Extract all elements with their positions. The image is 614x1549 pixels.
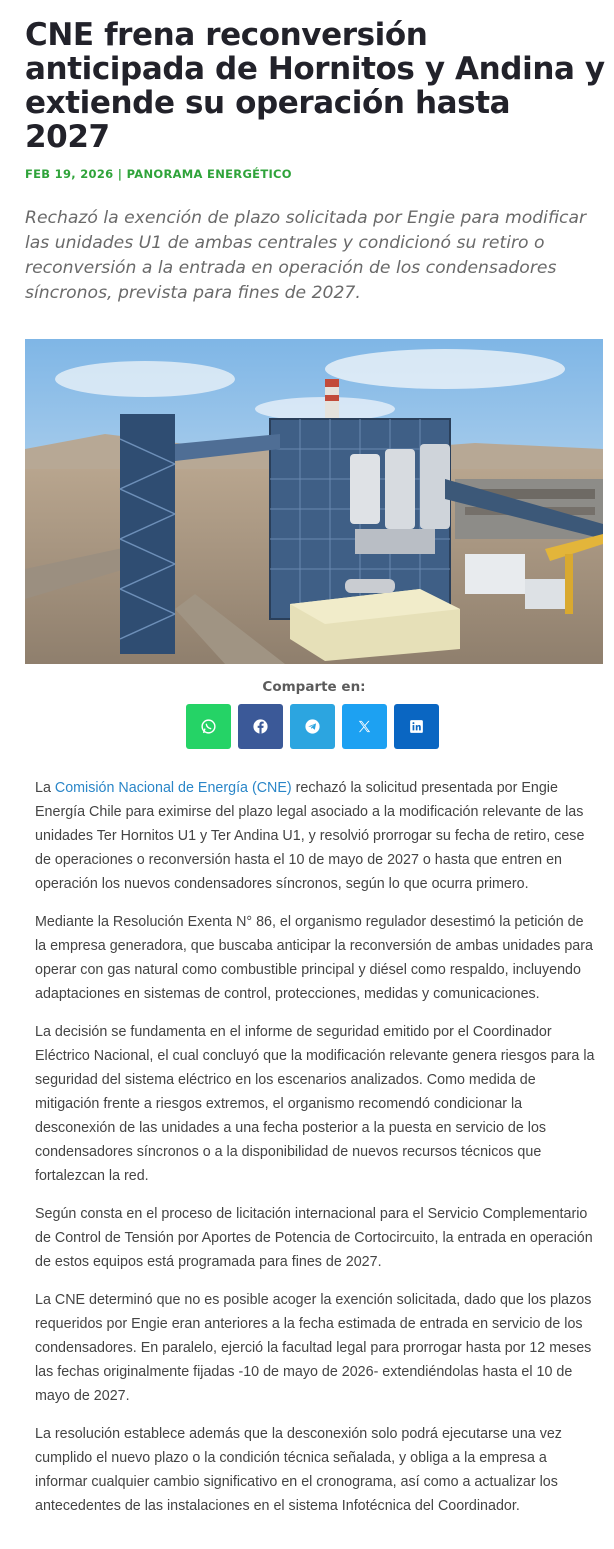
article-meta: FEB 19, 2026 | PANORAMA ENERGÉTICO — [25, 167, 292, 181]
x-icon — [356, 718, 373, 735]
share-facebook-button[interactable] — [238, 704, 283, 749]
facebook-icon — [252, 718, 269, 735]
body-paragraph-4: Según consta en el proceso de licitación internacional para el Servicio Complementario de Control de Tensión por Aportes de Potencia de Cortocircuito, la entrada en operación de estos equipos está programada para fines de 2027. — [35, 1206, 593, 1270]
body-paragraph-1 — [35, 776, 595, 896]
share-whatsapp-button[interactable] — [186, 704, 231, 749]
body-p1-start: La — [35, 780, 55, 796]
body-p1-rest: rechazó la solicitud presentada por Engie Energía Chile para eximirse del plazo legal asociado a la modificación relevante de las unidades Ter Hornitos U1 y Ter Andina U1, y resolvió prorrogar su fecha de retiro, cese de operaciones o reconversión hasta el 10 de mayo de 2027 o hasta que entren en operación los nuevos condensadores síncronos, según lo que ocurra primero. — [35, 780, 585, 892]
body-paragraph-5: La CNE determinó que no es posible acoger la exención solicitada, dado que los plazos requeridos por Engie eran anteriores a la fecha estimada de entrada en servicio de los condensadores. En paralelo, ejerció la facultad legal para prorrogar hasta por 12 meses las fechas originalmente fijadas -10 de mayo de 2026- extendiéndolas hasta el 10 de mayo de 2027. — [35, 1292, 592, 1404]
article-body — [35, 776, 595, 1532]
body-paragraph-6: La resolución establece además que la desconexión solo podrá ejecutarse una vez cumplido el nuevo plazo o la condición técnica señalada, y obliga a la empresa a informar cualquier cambio significativo en el cronograma, así como a actualizar los antecedentes de las instalaciones en el sistema Infotécnica del Coordinador. — [35, 1426, 562, 1514]
share-x-button[interactable] — [342, 704, 387, 749]
article-lead: Rechazó la exención de plazo solicitada por Engie para modificar las unidades U1 de ambas centrales y condicionó su retiro o reconversión a la entrada en operación de los condensadores síncronos, prevista para fines de 2027. — [25, 208, 587, 303]
article-title: CNE frena reconversión anticipada de Hornitos y Andina y extiende su operación hasta 2027 — [25, 17, 605, 155]
linkedin-icon — [408, 718, 425, 735]
whatsapp-icon — [200, 718, 217, 735]
body-paragraph-3: La decisión se fundamenta en el informe de seguridad emitido por el Coordinador Eléctrico Nacional, el cual concluyó que la modificación relevante genera riesgos para la seguridad del sistema eléctrico en los escenarios analizados. Como medida de mitigación frente a riesgos extremos, el organismo recomendó condicionar la desconexión de las unidades a una fecha posterior a la puesta en servicio de los condensadores síncronos o a la disponibilidad de nuevos recursos técnicos que fortalezcan la red. — [35, 1024, 595, 1184]
telegram-icon — [304, 718, 321, 735]
share-linkedin-button[interactable] — [394, 704, 439, 749]
body-paragraph-2: Mediante la Resolución Exenta N° 86, el organismo regulador desestimó la petición de la empresa generadora, que buscaba anticipar la reconversión de ambas unidades para operar con gas natural como combustible principal y diésel como respaldo, incluyendo adaptaciones en sistemas de control, protecciones, medidas y comunicaciones. — [35, 914, 593, 1002]
share-label: Comparte en: — [262, 679, 366, 695]
hero-image — [25, 339, 603, 664]
cne-link[interactable]: Comisión Nacional de Energía (CNE) — [54, 780, 292, 796]
share-telegram-button[interactable] — [290, 704, 335, 749]
share-buttons — [186, 704, 439, 749]
